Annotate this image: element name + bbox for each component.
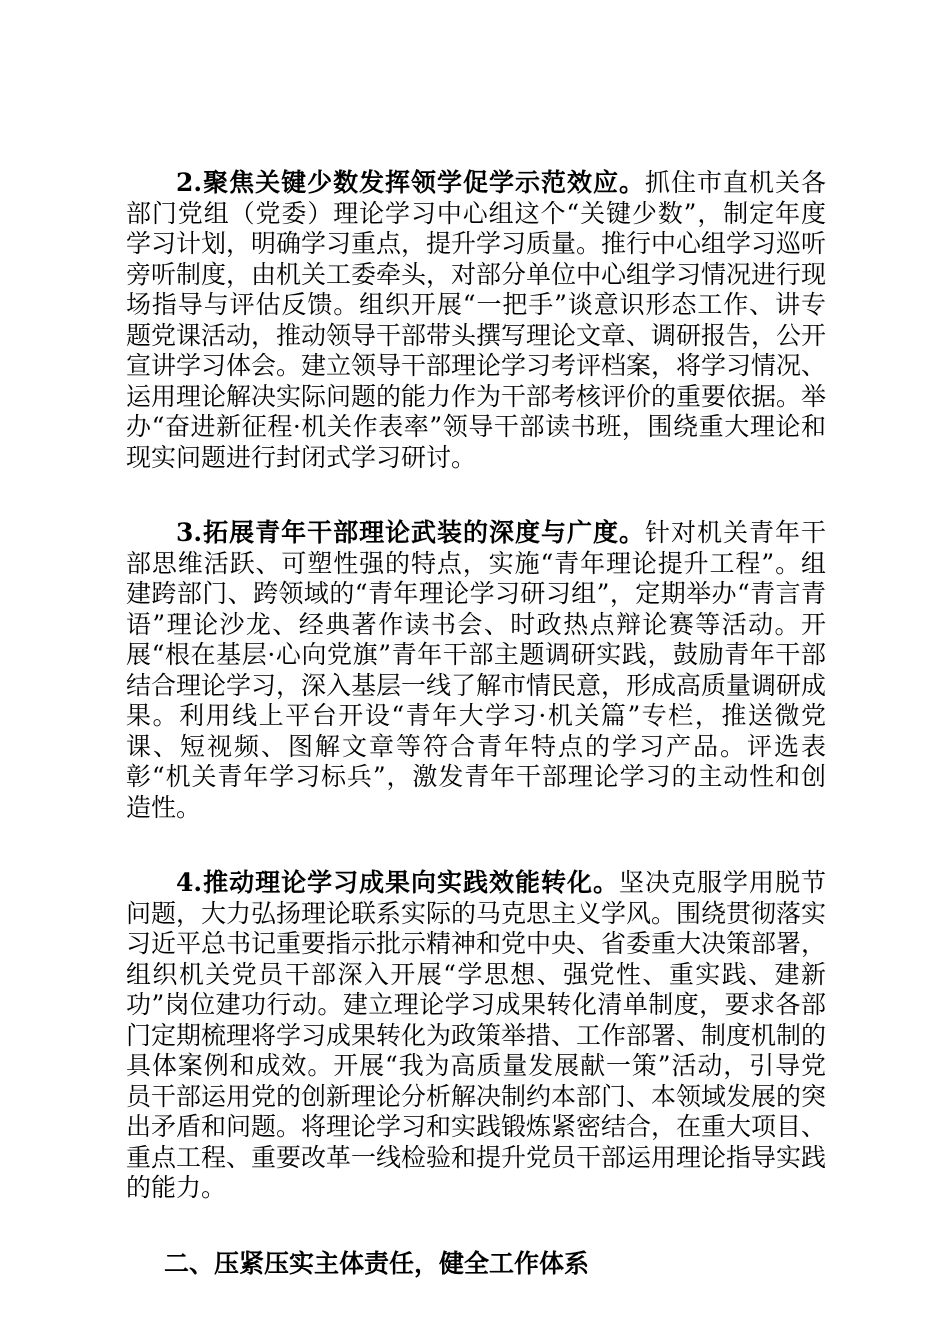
paragraph-4-body: 坚决克服学用脱节问题，大力弘扬理论联系实际的马克思主义学风。围绕贯彻落实习近平总书记重要指示批示精神和党中央、省委重大决策部署，组织机关党员干部深入开展“学思想、强党性、重实践、建新功”岗位建功行动。建立理论学习成果转化清单制度，要求各部门定期梳理将学习成果转化为政策举措、工作部署、制度机制的具体案例和成效。开展“我为高质量发展献一策”活动，引导党员干部运用党的创新理论分析解决制约本部门、本领域发展的突出矛盾和问题。将理论学习和实践锻炼紧密结合，在重大项目、重点工程、重要改革一线检验和提升党员干部运用理论指导实践的能力。 (126, 868, 827, 1202)
section-heading: 二、压紧压实主体责任，健全工作体系 (164, 1248, 590, 1278)
paragraph-4-lead: 4.推动理论学习成果向实践效能转化。 (176, 868, 620, 897)
paragraph-2 (126, 168, 826, 473)
paragraph-2-lead: 2.聚焦关键少数发挥领学促学示范效应。 (176, 168, 646, 197)
paragraph-2-body: 抓住市直机关各部门党组（党委）理论学习中心组这个“关键少数”，制定年度学习计划，明确学习重点，提升学习质量。推行中心组学习巡听旁听制度，由机关工委牵头，对部分单位中心组学习情况进行现场指导与评估反馈。组织开展“一把手”谈意识形态工作、讲专题党课活动，推动领导干部带头撰写理论文章、调研报告，公开宣讲学习体会。建立领导干部理论学习考评档案，将学习情况、运用理论解决实际问题的能力作为干部考核评价的重要依据。举办“奋进新征程·机关作表率”领导干部读书班，围绕重大理论和现实问题进行封闭式学习研讨。 (126, 168, 827, 472)
paragraph-3 (126, 518, 826, 823)
document-page (126, 168, 826, 1279)
paragraph-4 (126, 868, 826, 1204)
paragraph-3-lead: 3.拓展青年干部理论武装的深度与广度。 (176, 518, 646, 547)
paragraph-3-body: 针对机关青年干部思维活跃、可塑性强的特点，实施“青年理论提升工程”。组建跨部门、跨领域的“青年理论学习研习组”，定期举办“青言青语”理论沙龙、经典著作读书会、时政热点辩论赛等活动。开展“根在基层·心向党旗”青年干部主题调研实践，鼓励青年干部结合理论学习，深入基层一线了解市情民意，形成高质量调研成果。利用线上平台开设“青年大学习·机关篇”专栏，推送微党课、短视频、图解文章等符合青年特点的学习产品。评选表彰“机关青年学习标兵”，激发青年干部理论学习的主动性和创造性。 (126, 518, 827, 822)
